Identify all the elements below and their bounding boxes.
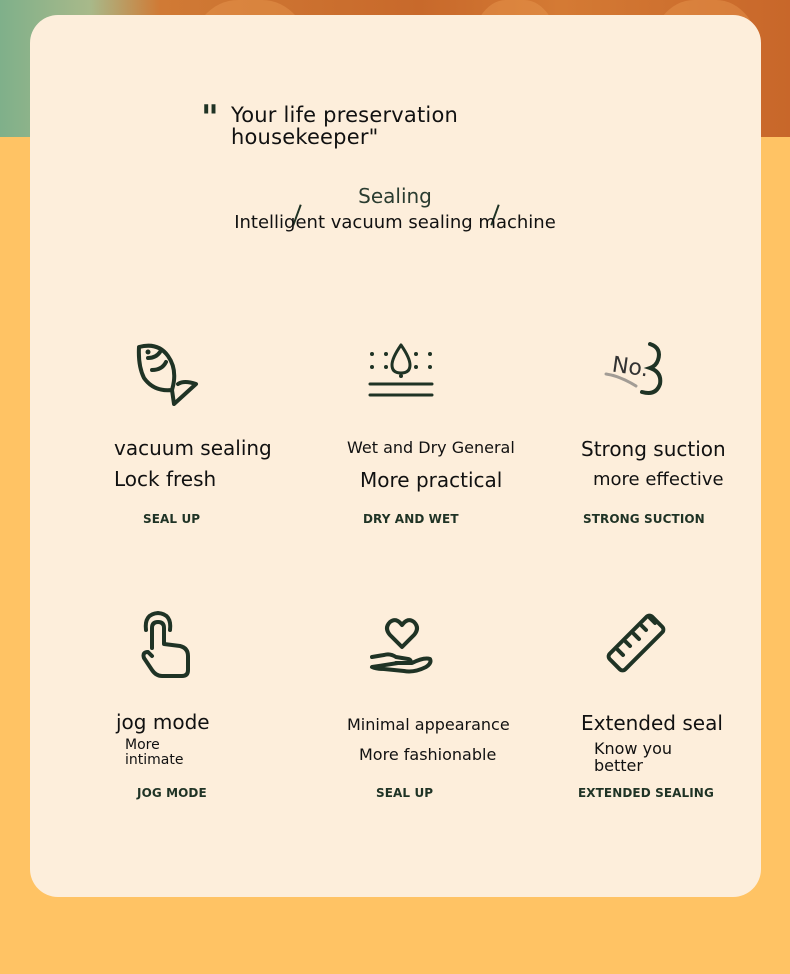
feature-title: vacuum sealing	[114, 436, 272, 460]
feature-title: Strong suction	[581, 437, 726, 461]
suction-icon-label: No.	[610, 352, 651, 383]
feature-tag: SEAL UP	[376, 786, 434, 800]
feature-subtitle-line-1: Know you	[594, 739, 672, 758]
ruler-icon	[600, 610, 670, 680]
sub-title: Sealing	[358, 184, 432, 208]
feature-subtitle: More practical	[360, 468, 503, 492]
feature-subtitle: more effective	[593, 469, 724, 490]
feature-tag: STRONG SUCTION	[583, 512, 705, 526]
feature-subtitle-line-2: intimate	[125, 752, 184, 768]
fish-icon	[134, 340, 202, 408]
feature-subtitle-line-2: better	[594, 756, 643, 775]
feature-title: jog mode	[116, 710, 210, 734]
water-drop-icon	[366, 340, 436, 400]
heart-hand-icon	[368, 613, 434, 675]
feature-tag: DRY AND WET	[363, 512, 459, 526]
feature-subtitle-line-1: More	[125, 737, 160, 753]
feature-title: Extended seal	[581, 711, 723, 735]
quote-mark: "	[201, 98, 217, 138]
headline-line-1: Your life preservation	[231, 103, 459, 127]
tagline: Intelligent vacuum sealing machine	[234, 212, 556, 233]
feature-tag: SEAL UP	[143, 512, 201, 526]
feature-subtitle: More fashionable	[359, 745, 497, 764]
tap-finger-icon	[138, 608, 196, 680]
feature-tag: EXTENDED SEALING	[578, 786, 714, 800]
feature-subtitle: Lock fresh	[114, 467, 217, 491]
feature-title: Wet and Dry General	[347, 438, 515, 457]
feature-tag: JOG MODE	[137, 786, 207, 800]
headline-line-2: housekeeper"	[231, 125, 379, 149]
headline	[231, 104, 458, 148]
feature-title: Minimal appearance	[347, 715, 510, 734]
